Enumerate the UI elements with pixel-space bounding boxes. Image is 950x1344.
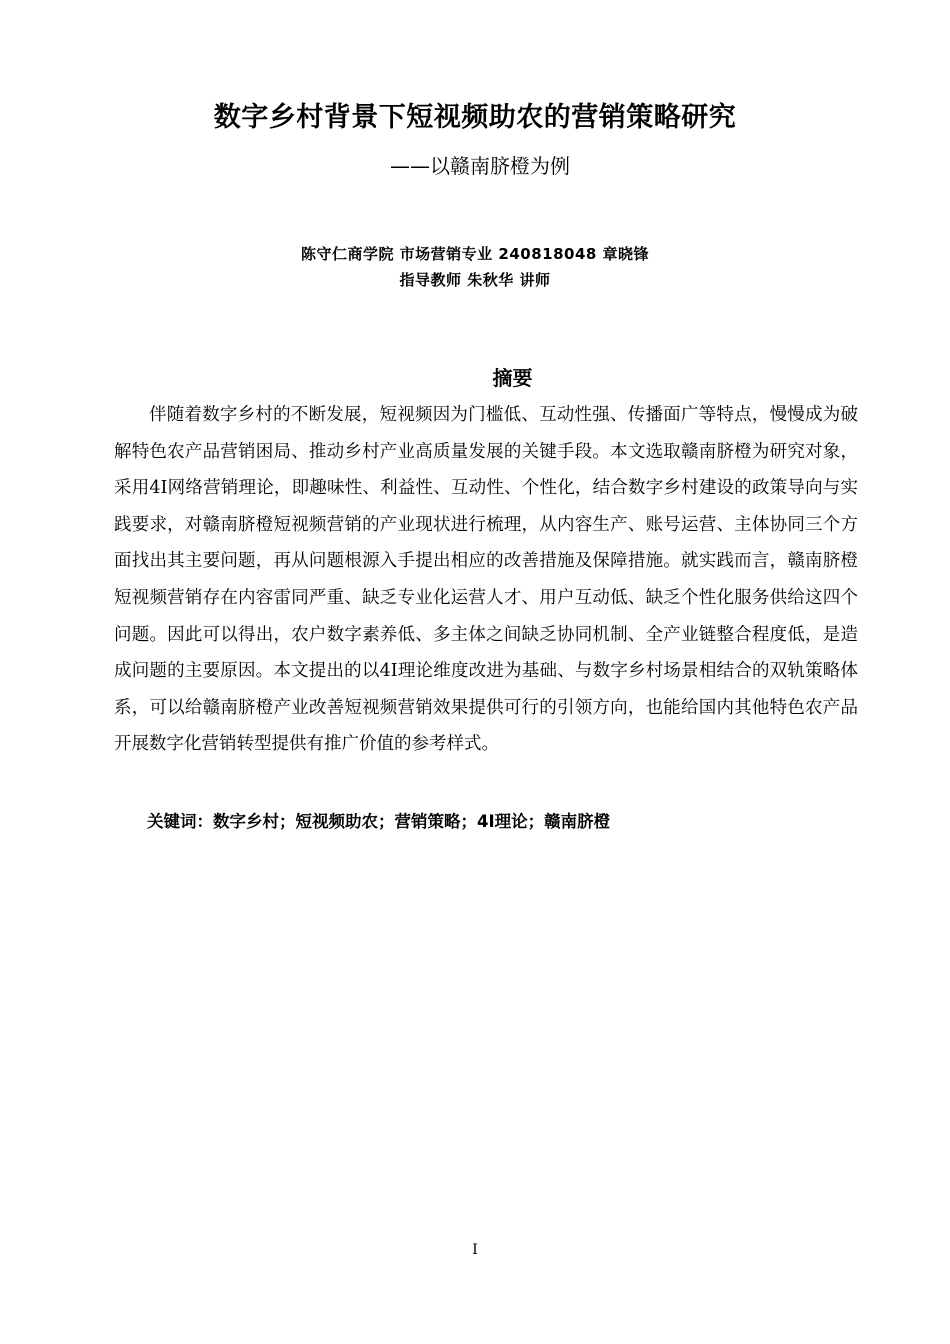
keywords-line: 关键词：数字乡村；短视频助农；营销策略；4I理论；赣南脐橙 (147, 812, 611, 831)
author-line: 陈守仁商学院 市场营销专业 240818048 章晓锋 (300, 245, 650, 263)
abstract-paragraph: 伴随着数字乡村的不断发展，短视频因为门槛低、互动性强、传播面广等特点，慢慢成为破解特色农产品营销困局、推动乡村产业高质量发展的关键手段。本文选取赣南脐橙为研究对象，采用4I网络营销理论，即趣味性、利益性、互动性、个性化，结合数字乡村建设的政策导向与实践要求，对赣南脐橙短视频营销的产业现状进行梳理，从内容生产、账号运营、主体协同三个方面找出其主要问题，再从问题根源入手提出相应的改善措施及保障措施。就实践而言，赣南脐橙短视频营销存在内容雷同严重、缺乏专业化运营人才、用户互动低、缺乏个性化服务供给这四个问题。因此可以得出，农户数字素养低、多主体之间缺乏协同机制、全产业链整合程度低，是造成问题的主要原因。本文提出的以4I理论维度改进为基础、与数字乡村场景相结合的双轨策略体系，可以给赣南脐橙产业改善短视频营销效果提供可行的引领方向，也能给国内其他特色农产品开展数字化营销转型提供有推广价值的参考样式。 (114, 405, 858, 755)
page-number: I (472, 1242, 478, 1258)
paper-subtitle: ——以赣南脐橙为例 (390, 154, 570, 178)
advisor-line: 指导教师 朱秋华 讲师 (399, 271, 551, 289)
author-block (0, 242, 950, 292)
paper-title: 数字乡村背景下短视频助农的营销策略研究 (213, 102, 737, 133)
abstract-heading: 摘要 (492, 366, 533, 390)
